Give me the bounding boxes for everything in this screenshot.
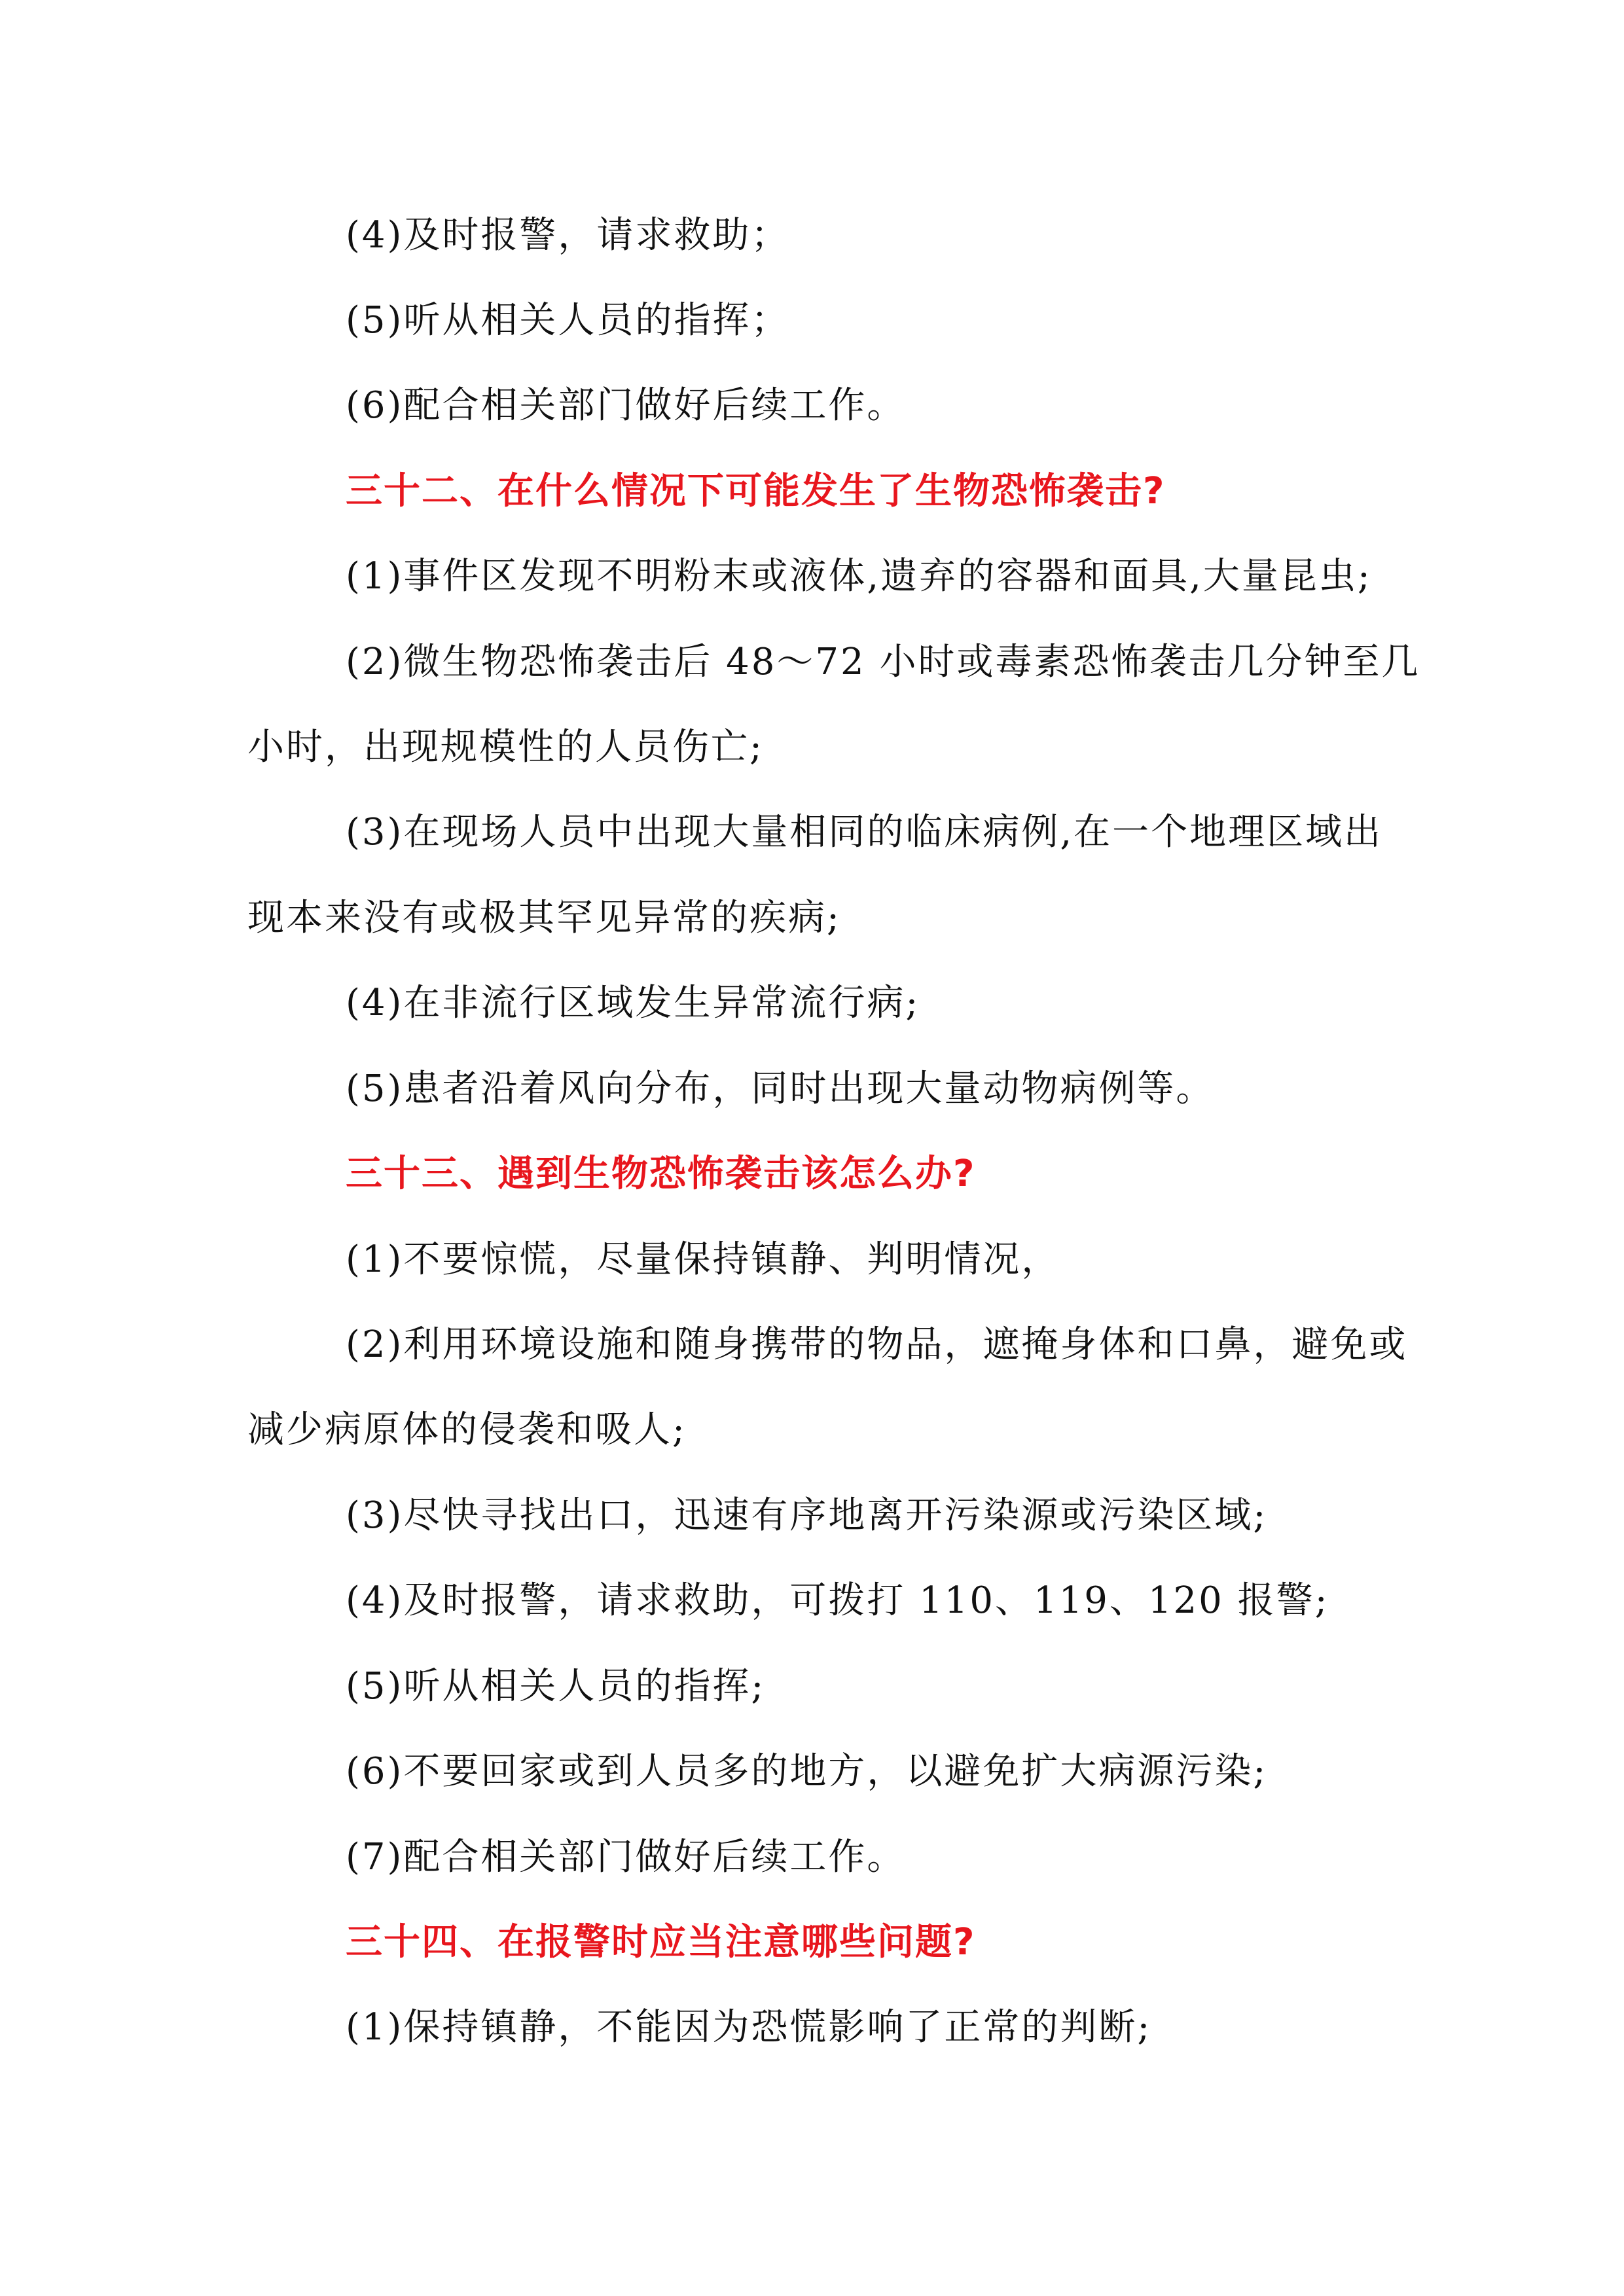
list-item: (3)尽快寻找出口，迅速有序地离开污染源或污染区域;: [346, 1494, 1268, 1537]
list-item-continuation: 小时，出现规模性的人员伤亡;: [247, 726, 764, 768]
list-item: (6)不要回家或到人员多的地方，以避免扩大病源污染;: [346, 1750, 1268, 1793]
list-item: (5)听从相关人员的指挥;: [346, 1665, 766, 1708]
section-heading: 三十二、在什么情况下可能发生了生物恐怖袭击?: [346, 470, 1166, 512]
section-heading: 三十四、在报警时应当注意哪些问题?: [346, 1921, 976, 1964]
list-item: (4)在非流行区域发生异常流行病;: [346, 982, 920, 1024]
list-item: (5)患者沿着风向分布，同时出现大量动物病例等。: [346, 1067, 1215, 1110]
list-item: (4)及时报警，请求救助，可拨打 110、119、120 报警;: [346, 1579, 1329, 1622]
section-heading: 三十三、遇到生物恐怖袭击该怎么办?: [346, 1153, 976, 1195]
list-item-continuation: 现本来没有或极其罕见异常的疾病;: [247, 897, 841, 939]
list-item: (2)微生物恐怖袭击后 48～72 小时或毒素恐怖袭击几分钟至几: [346, 641, 1420, 683]
list-item: (1)保持镇静，不能因为恐慌影响了正常的判断;: [346, 2006, 1152, 2049]
list-item: (7)配合相关部门做好后续工作。: [346, 1836, 906, 1878]
list-item: (6)配合相关部门做好后续工作。: [346, 384, 906, 427]
list-item: (2)利用环境设施和随身携带的物品，遮掩身体和口鼻，避免或: [346, 1323, 1408, 1366]
list-item: (5)听从相关人员的指挥；: [346, 299, 790, 342]
list-item: (1)事件区发现不明粉末或液体,遗弃的容器和面具,大量昆虫;: [346, 555, 1372, 598]
list-item: (4)及时报警，请求救助；: [346, 214, 790, 257]
list-item: (1)不要惊慌，尽量保持镇静、判明情况，: [346, 1238, 1060, 1281]
list-item-continuation: 减少病原体的侵袭和吸人;: [247, 1408, 687, 1451]
list-item: (3)在现场人员中出现大量相同的临床病例,在一个地理区域出: [346, 811, 1383, 853]
